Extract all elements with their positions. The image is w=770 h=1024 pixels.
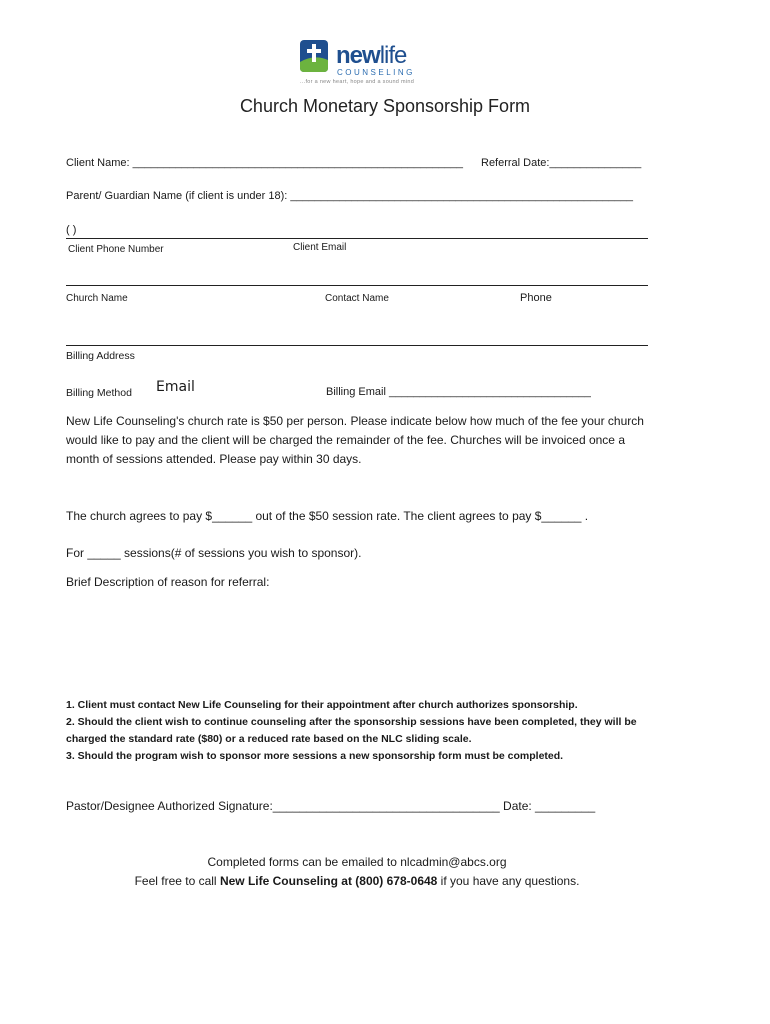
cross-logo-icon — [300, 40, 330, 74]
church-line — [66, 285, 648, 286]
logo-wordmark: newlife — [336, 42, 407, 69]
footer-phone-line: Feel free to call New Life Counseling at (800) 678-0648 if you have any questions. — [134, 874, 580, 888]
billing-line — [66, 345, 648, 346]
contact-name-label: Contact Name — [325, 293, 389, 304]
billing-email-field[interactable]: Billing Email _________________________________ — [326, 386, 591, 398]
phone-label: Phone — [520, 292, 552, 304]
notes-list — [66, 697, 666, 765]
billing-method-label: Billing Method — [66, 387, 132, 399]
agreement-text[interactable]: The church agrees to pay $______ out of the $50 session rate. The client agrees to pay $______ . — [66, 509, 589, 523]
logo-subtitle: COUNSELING — [337, 68, 415, 77]
note-item: 3. Should the program wish to sponsor more sessions a new sponsorship form must be completed. — [66, 750, 564, 762]
new-life-counseling-logo — [300, 40, 500, 90]
footer-email-line: Completed forms can be emailed to nlcadmin@abcs.org — [207, 855, 507, 869]
rate-paragraph: New Life Counseling's church rate is $50 per person. Please indicate below how much of the fee your church would like to pay and the client will be charged the remainder of the fee. Churches will be invoiced once a month of sessions attended. Please pay within 30 days. — [66, 414, 644, 466]
client-name-field[interactable]: Client Name: ______________________________________________________ — [66, 157, 463, 169]
note-item: 2. Should the client wish to continue counseling after the sponsorship sessions have been completed, they will be charged the standard rate ($80) or a reduced rate based on the NLC sliding scale. — [66, 716, 637, 745]
client-email-label: Client Email — [293, 242, 347, 253]
billing-method-value[interactable]: Email — [156, 379, 195, 395]
client-phone-label: Client Phone Number — [68, 244, 164, 255]
phone-area-code[interactable]: ( ) — [66, 224, 77, 236]
footer-phone-bold: New Life Counseling at (800) 678-0648 — [219, 874, 438, 888]
billing-address-label: Billing Address — [66, 350, 135, 362]
guardian-name-field[interactable]: Parent/ Guardian Name (if client is under 18): ________________________________________________________ — [66, 190, 633, 202]
form-title: Church Monetary Sponsorship Form — [239, 96, 531, 116]
phone-email-line — [66, 238, 648, 239]
sessions-text[interactable]: For _____ sessions(# of sessions you wish to sponsor). — [66, 546, 362, 560]
referral-date-field[interactable]: Referral Date:_______________ — [481, 157, 642, 169]
note-item: 1. Client must contact New Life Counseling for their appointment after church authorizes sponsorship. — [66, 699, 578, 711]
signature-field[interactable]: Pastor/Designee Authorized Signature:__________________________________ Date: _________ — [66, 799, 596, 813]
church-name-label: Church Name — [66, 293, 128, 304]
brief-description-label: Brief Description of reason for referral: — [66, 575, 270, 589]
logo-tagline: ...for a new heart, hope and a sound mind — [300, 79, 415, 85]
